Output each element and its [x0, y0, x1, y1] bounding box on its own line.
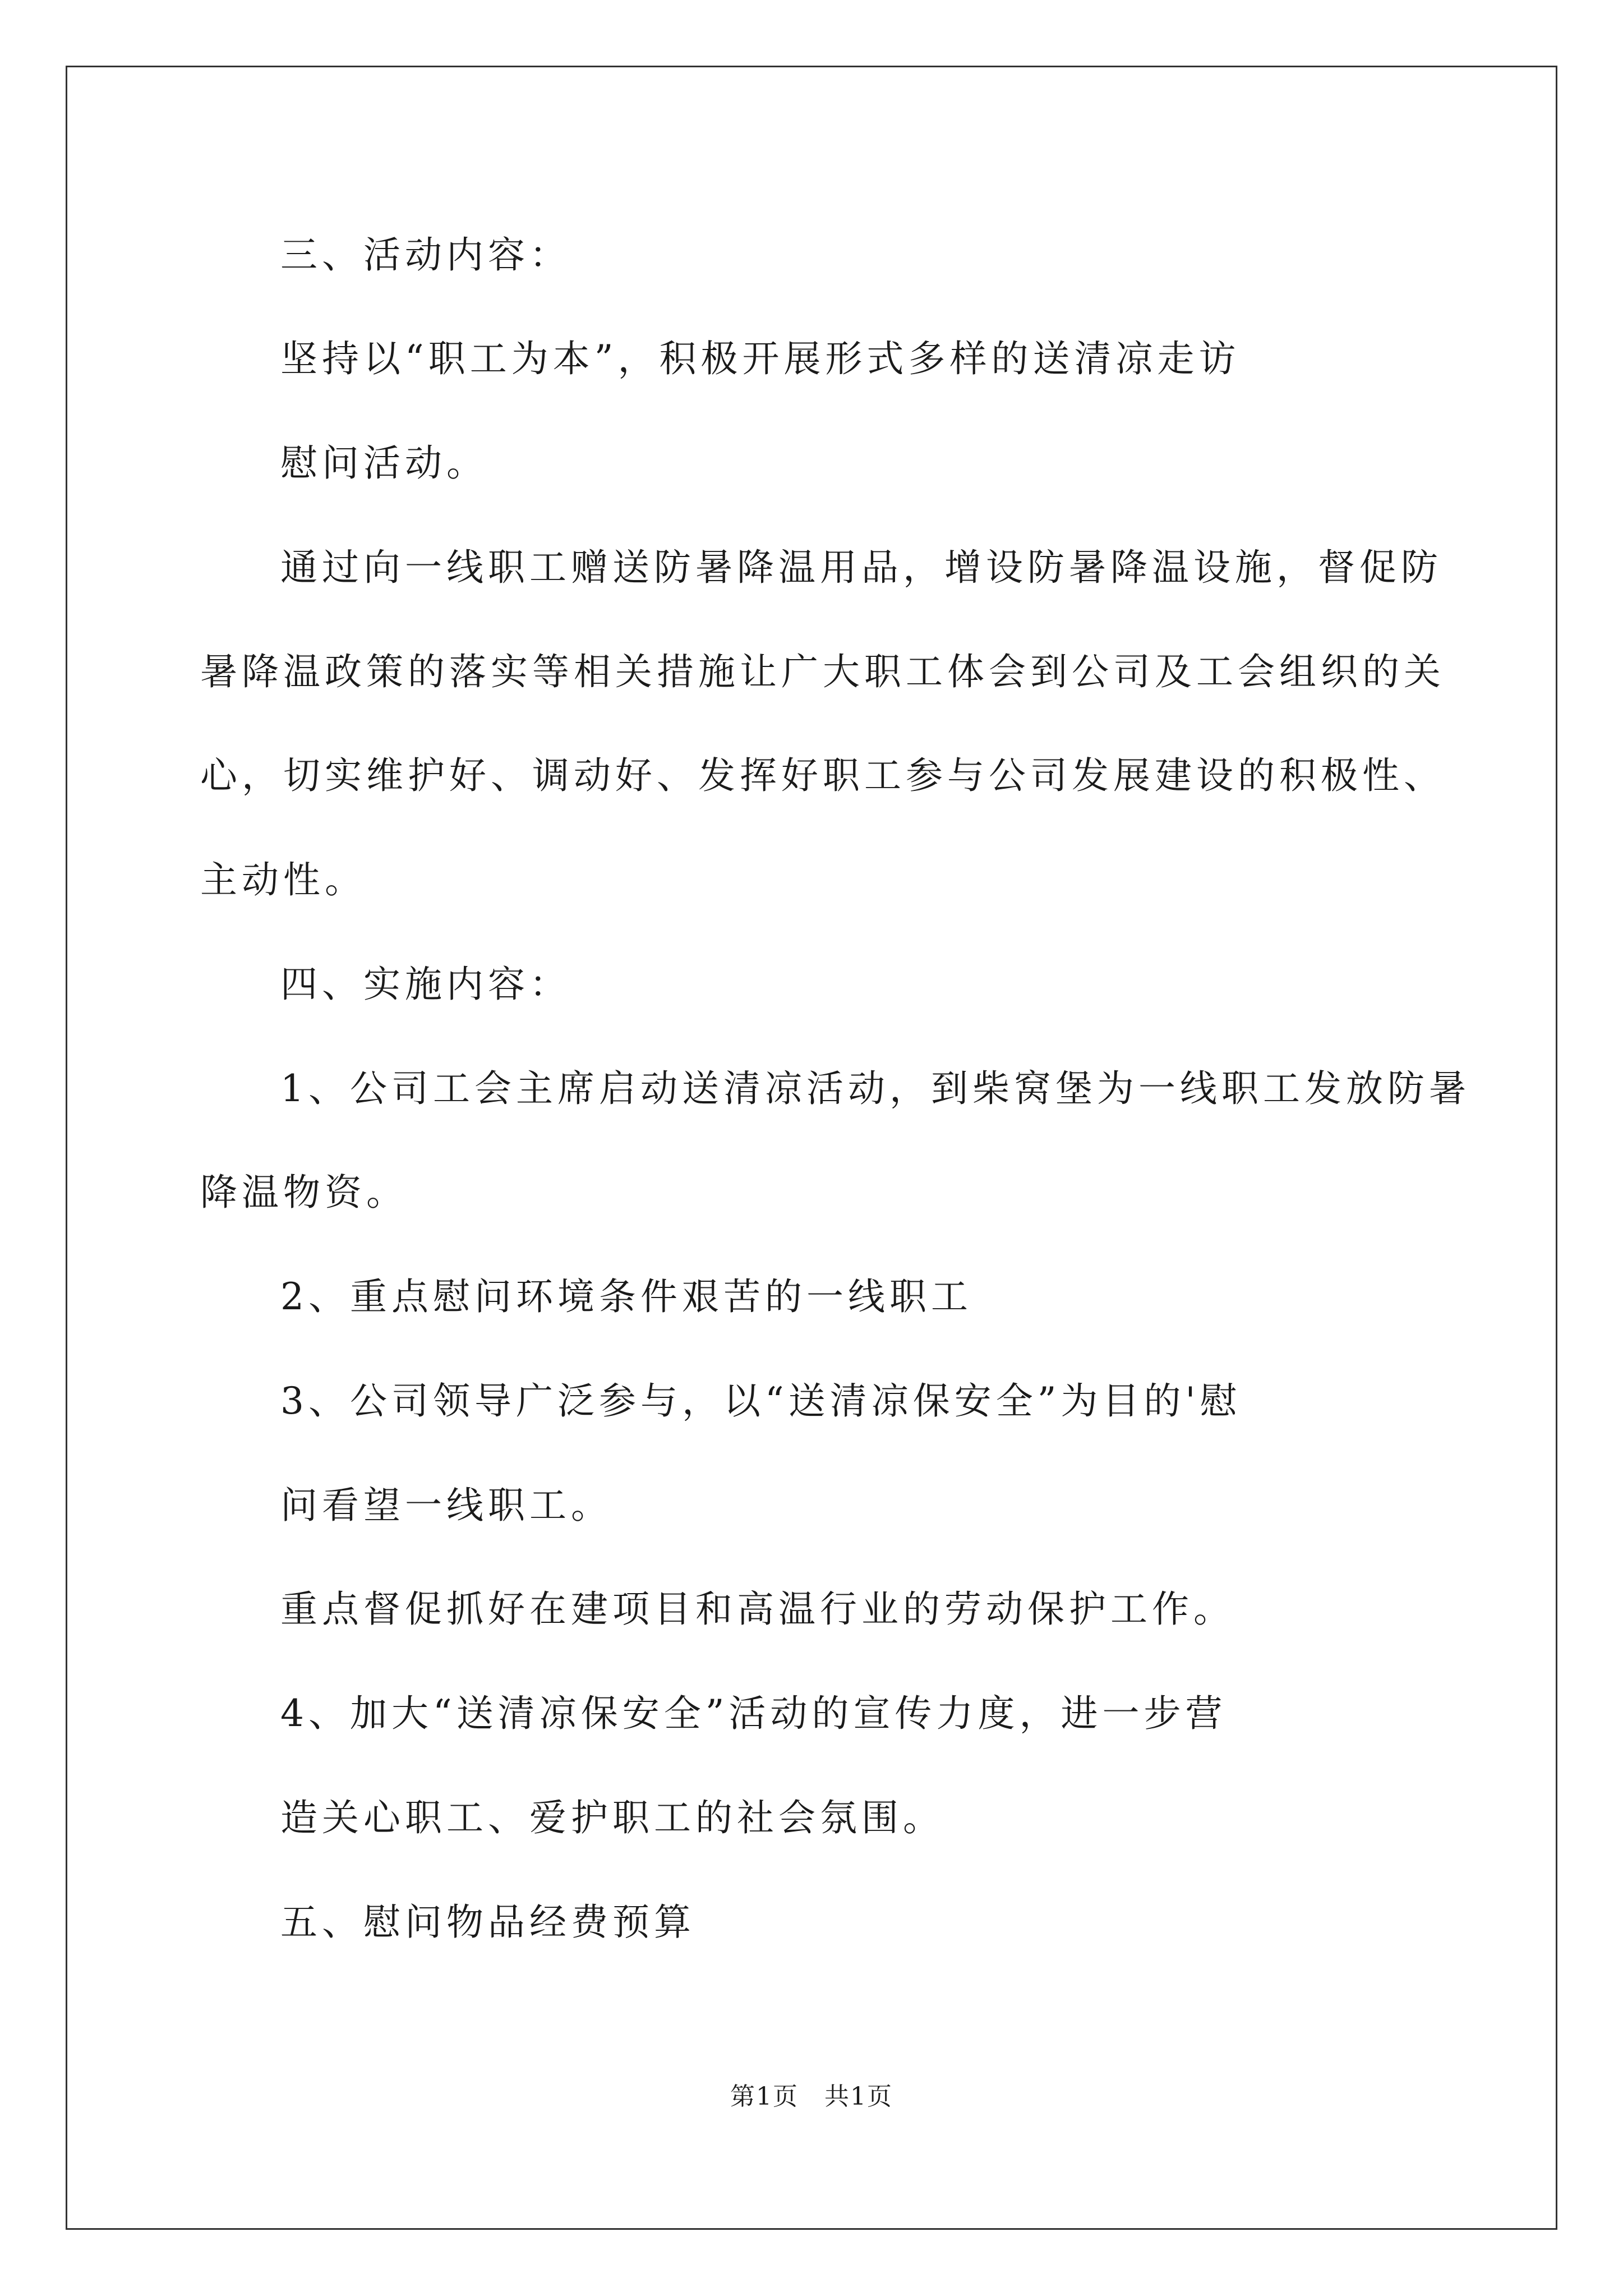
paragraph-line: 心，切实维护好、调动好、发挥好职工参与公司发展建设的积极性、: [200, 754, 1445, 797]
section-heading-4: 四、实施内容：: [280, 963, 571, 1006]
paragraph-line: 主动性。: [200, 858, 366, 901]
paragraph-line: 坚持以“职工为本”，积极开展形式多样的送清凉走访: [280, 337, 1241, 380]
paragraph-line: 4、加大“送清凉保安全”活动的宣传力度，进一步营: [280, 1692, 1227, 1735]
paragraph-line: 通过向一线职工赠送防暑降温用品，增设防暑降温设施，督促防: [280, 546, 1442, 589]
section-heading-3: 三、活动内容：: [280, 233, 571, 277]
section-heading-5: 五、慰问物品经费预算: [280, 1901, 695, 1944]
paragraph-line: 慰问活动。: [280, 441, 488, 485]
paragraph-line: 重点督促抓好在建项目和高温行业的劳动保护工作。: [280, 1588, 1235, 1631]
paragraph-line: 3、公司领导广泛参与，以“送清凉保安全”为目的'慰: [280, 1379, 1242, 1423]
page-number: 第1页 共1页: [730, 2082, 893, 2111]
paragraph-line: 造关心职工、爱护职工的社会氛围。: [280, 1796, 944, 1839]
paragraph-line: 2、重点慰问环境条件艰苦的一线职工: [280, 1275, 972, 1318]
paragraph-line: 1、公司工会主席启动送清凉活动，到柴窝堡为一线职工发放防暑: [280, 1067, 1470, 1110]
paragraph-line: 降温物资。: [200, 1171, 408, 1214]
paragraph-line: 暑降温政策的落实等相关措施让广大职工体会到公司及工会组织的关: [200, 650, 1445, 693]
paragraph-line: 问看望一线职工。: [280, 1484, 612, 1527]
